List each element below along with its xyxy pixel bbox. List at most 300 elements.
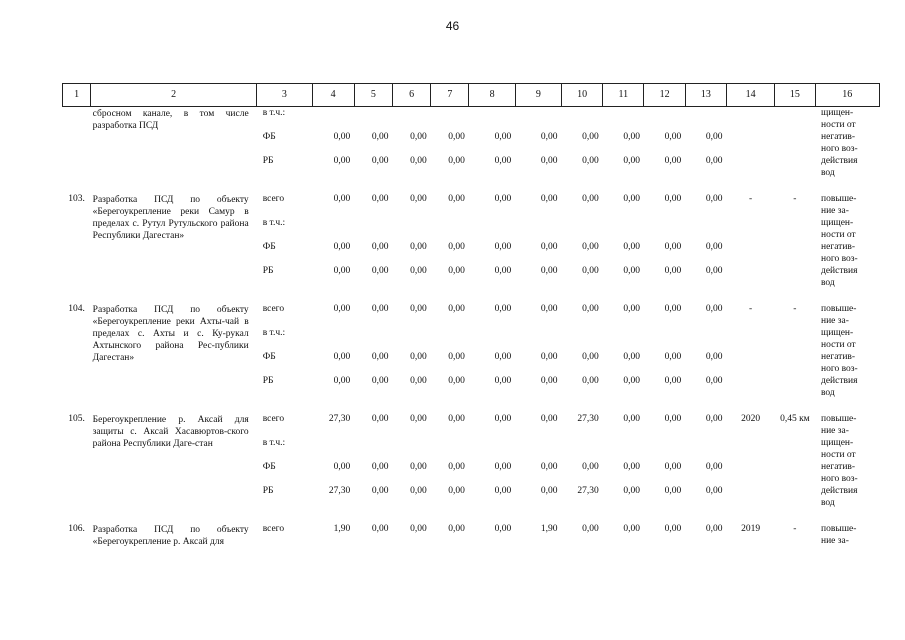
result-line: действия [821,376,858,386]
result-line: ние за- [821,206,849,216]
value-cell: 0,00 [448,462,465,472]
value-cell: 0,00 [582,194,599,204]
year-cell: 2019 [741,524,761,534]
table-row [63,413,880,437]
value-cell [644,437,685,461]
value-cell: 0,00 [540,304,558,314]
value-cell [775,437,815,461]
value-cell: 0,00 [494,304,512,314]
value-cell [685,217,726,241]
table-row [63,193,880,217]
year-cell [726,265,774,289]
value-cell: 0,00 [410,486,427,496]
value-cell: 0,00 [540,352,558,362]
value-cell: 0,00 [494,524,512,534]
result-line: повыше- [821,414,857,424]
row-label: в т.ч.: [262,108,286,118]
value-cell: 0,00 [664,462,682,472]
gap-cell [257,399,312,413]
value-cell: 0,00 [410,156,427,166]
value-cell: 0,00 [664,376,682,386]
value-cell: 0,00 [540,486,558,496]
gap-cell [91,289,257,303]
value-cell: 0,00 [448,352,465,362]
year-cell: 2020 [741,414,761,424]
gap-cell [392,289,430,303]
column-header-row [63,84,880,107]
result-cell [815,193,880,289]
row-name: Разработка ПСД по объекту «Берегоукрепление реки Ахты-чай в пределах с. Ахты и с. Ку-рукал Ахтынского района Рес-публики Дагестан» [92,305,249,363]
gap-cell [312,509,354,523]
length-cell [775,131,815,155]
column-header: 8 [469,84,515,107]
result-line: вод [821,168,835,178]
column-header: 2 [91,84,257,107]
column-header: 15 [775,84,815,107]
value-cell: 0,00 [333,462,351,472]
gap-cell [726,179,774,193]
column-header: 4 [312,84,354,107]
value-cell: 0,00 [582,132,599,142]
gap-cell [644,509,685,523]
gap-cell [63,399,91,413]
value-cell: 0,00 [448,376,465,386]
value-cell [392,327,430,351]
gap-cell [644,399,685,413]
value-cell: 0,00 [494,414,512,424]
value-cell: 0,00 [664,242,682,252]
length-cell [775,375,815,399]
length-cell [775,241,815,265]
column-header: 13 [685,84,726,107]
row-label: РБ [262,376,274,386]
value-cell: 0,00 [494,156,512,166]
value-cell [515,217,561,241]
value-cell [515,107,561,132]
value-cell: 0,00 [540,242,558,252]
gap-cell [775,289,815,303]
value-cell: 0,00 [371,524,389,534]
value-cell: 0,00 [448,486,465,496]
value-cell [775,217,815,241]
year-cell [726,351,774,375]
value-cell [775,107,815,132]
value-cell: 0,00 [582,376,599,386]
value-cell: 0,00 [705,132,723,142]
value-cell: 0,00 [410,242,427,252]
gap-cell [685,179,726,193]
value-cell: 0,00 [705,352,723,362]
value-cell: 0,00 [540,266,558,276]
value-cell: 0,00 [494,242,512,252]
value-cell: 0,00 [410,462,427,472]
gap-cell [775,179,815,193]
result-line: негатив- [821,242,856,252]
result-line: ние за- [821,316,849,326]
table-row [63,107,880,132]
result-line: ности от [821,340,856,350]
gap-cell [257,509,312,523]
result-line: ного воз- [821,144,858,154]
value-cell: 0,00 [494,352,512,362]
value-cell: 0,00 [494,194,512,204]
value-cell: 0,00 [623,524,640,534]
year-cell: - [749,194,753,204]
gap-cell [685,509,726,523]
gap-cell [603,399,644,413]
year-cell [726,131,774,155]
value-cell: 0,00 [371,194,389,204]
table-row [63,303,880,327]
gap-cell [63,179,91,193]
column-header: 11 [603,84,644,107]
page-number: 46 [445,19,460,33]
row-label: всего [262,194,285,204]
value-cell: 0,00 [705,194,723,204]
length-cell [775,265,815,289]
gap-cell [644,289,685,303]
value-cell: 0,00 [448,414,465,424]
value-cell: 0,00 [540,462,558,472]
value-cell [469,107,515,132]
value-cell: 0,00 [705,462,723,472]
column-header: 16 [815,84,880,107]
value-cell: 0,00 [448,524,465,534]
gap-cell [815,289,880,303]
value-cell: 0,00 [371,376,389,386]
column-header: 9 [515,84,561,107]
value-cell: 0,00 [623,352,640,362]
gap-cell [63,289,91,303]
value-cell [354,217,392,241]
row-number [63,155,91,179]
value-cell: 0,00 [705,266,723,276]
value-cell: 0,00 [333,266,351,276]
value-cell [431,107,469,132]
result-line: ние за- [821,426,849,436]
value-cell: 0,00 [448,242,465,252]
gap-cell [431,509,469,523]
gap-cell [561,509,602,523]
row-label: ФБ [262,352,276,362]
length-cell [775,351,815,375]
value-cell [644,107,685,132]
gap-cell [469,399,515,413]
value-cell: 0,00 [448,194,465,204]
gap-cell [431,289,469,303]
value-cell: 0,00 [582,242,599,252]
value-cell [561,107,602,132]
value-cell [726,327,774,351]
value-cell [392,437,430,461]
value-cell: 0,00 [494,462,512,472]
value-cell: 0,00 [582,524,599,534]
value-cell: 27,30 [328,486,351,496]
year-cell [726,485,774,509]
result-line: повыше- [821,524,857,534]
value-cell [603,437,644,461]
value-cell: 1,90 [540,524,558,534]
gap-cell [469,509,515,523]
value-cell: 0,00 [333,194,351,204]
value-cell: 27,30 [577,414,599,424]
gap-cell [354,399,392,413]
gap-cell [257,179,312,193]
row-name: сбросном канале, в том числе разработка ПСД [92,109,249,131]
value-cell: 0,00 [705,524,723,534]
value-cell: 0,00 [410,304,427,314]
row-name: Берегоукрепление р. Аксай для защиты с. Аксай Хасавюртов-ского района Республики Даге-стан [92,415,249,449]
value-cell: 0,00 [540,194,558,204]
gap-cell [91,399,257,413]
value-cell: 0,00 [410,194,427,204]
value-cell [561,327,602,351]
value-cell: 0,00 [410,266,427,276]
value-cell: 0,00 [371,266,389,276]
result-line: ние за- [821,536,849,546]
value-cell: 0,00 [494,266,512,276]
value-cell: 0,00 [582,266,599,276]
length-cell [775,485,815,509]
row-label: в т.ч.: [262,218,286,228]
value-cell: 0,00 [705,376,723,386]
value-cell: 0,00 [371,486,389,496]
gap-cell [354,289,392,303]
row-name: Разработка ПСД по объекту «Берегоукрепление реки Самур в пределах с. Рутул Рутульского района Республики Дагестан» [92,195,249,241]
column-header: 6 [392,84,430,107]
result-line: вод [821,278,835,288]
value-cell [312,107,354,132]
gap-cell [91,509,257,523]
value-cell: 0,00 [664,194,682,204]
value-cell [603,107,644,132]
gap-cell [354,509,392,523]
program-table [62,83,880,548]
row-label: РБ [262,486,274,496]
row-label: РБ [262,266,274,276]
value-cell: 0,00 [371,132,389,142]
value-cell: 0,00 [582,156,599,166]
value-cell: 0,00 [410,132,427,142]
row-gap [63,179,880,193]
value-cell: 0,00 [664,304,682,314]
value-cell: 0,00 [623,462,640,472]
value-cell: 0,00 [333,304,351,314]
result-line: действия [821,266,858,276]
result-line: щищен- [821,328,854,338]
row-label: ФБ [262,132,276,142]
result-line: действия [821,156,858,166]
gap-cell [561,399,602,413]
value-cell [431,327,469,351]
value-cell [515,327,561,351]
value-cell [603,217,644,241]
gap-cell [354,179,392,193]
result-cell [815,413,880,509]
gap-cell [469,289,515,303]
value-cell [354,437,392,461]
result-line: негатив- [821,132,856,142]
value-cell: 0,00 [540,414,558,424]
gap-cell [685,399,726,413]
year-cell: - [749,304,753,314]
gap-cell [431,179,469,193]
value-cell [469,327,515,351]
row-label: всего [262,524,285,534]
table-body [63,107,880,549]
value-cell: 0,00 [664,414,682,424]
gap-cell [392,399,430,413]
result-line: повыше- [821,304,857,314]
gap-cell [603,289,644,303]
value-cell: 0,00 [540,156,558,166]
gap-cell [515,179,561,193]
result-line: щищен- [821,218,854,228]
length-cell: 0,45 км [780,414,810,424]
result-line: ного воз- [821,364,858,374]
value-cell: 0,00 [540,132,558,142]
gap-cell [726,509,774,523]
gap-cell [515,289,561,303]
result-line: вод [821,388,835,398]
value-cell: 0,00 [333,352,351,362]
value-cell: 0,00 [333,376,351,386]
column-header: 10 [561,84,602,107]
result-cell [815,303,880,399]
value-cell: 0,00 [623,156,640,166]
value-cell [312,217,354,241]
gap-cell [392,509,430,523]
value-cell: 0,00 [664,266,682,276]
row-number: 104. [68,304,85,314]
value-cell: 0,00 [410,414,427,424]
value-cell [354,107,392,132]
value-cell [515,437,561,461]
gap-cell [775,509,815,523]
result-line: щищен- [821,438,854,448]
column-header: 5 [354,84,392,107]
value-cell: 1,90 [333,524,351,534]
value-cell: 0,00 [664,132,682,142]
value-cell: 0,00 [705,486,723,496]
value-cell: 0,00 [582,304,599,314]
year-cell [726,375,774,399]
column-header: 14 [726,84,774,107]
length-cell: - [793,304,797,314]
value-cell: 0,00 [705,156,723,166]
gap-cell [469,179,515,193]
gap-cell [726,399,774,413]
value-cell: 0,00 [333,132,351,142]
gap-cell [815,399,880,413]
length-cell [775,461,815,485]
gap-cell [561,289,602,303]
value-cell: 0,00 [540,376,558,386]
value-cell: 0,00 [448,266,465,276]
value-cell: 0,00 [623,486,640,496]
value-cell [469,437,515,461]
result-line: ного воз- [821,474,858,484]
gap-cell [257,289,312,303]
value-cell [685,327,726,351]
result-line: негатив- [821,462,856,472]
gap-cell [312,289,354,303]
year-cell [726,155,774,179]
row-number: 105. [68,414,85,424]
value-cell: 0,00 [448,156,465,166]
gap-cell [603,179,644,193]
result-line: ного воз- [821,254,858,264]
value-cell [644,217,685,241]
result-line: ности от [821,450,856,460]
value-cell [469,217,515,241]
value-cell [603,327,644,351]
column-header: 7 [431,84,469,107]
value-cell: 0,00 [623,414,640,424]
result-line: негатив- [821,352,856,362]
value-cell: 0,00 [623,266,640,276]
length-cell [775,155,815,179]
row-gap [63,399,880,413]
value-cell: 0,00 [582,462,599,472]
column-header: 1 [63,84,91,107]
value-cell [726,437,774,461]
gap-cell [392,179,430,193]
result-line: действия [821,486,858,496]
value-cell [685,437,726,461]
value-cell: 0,00 [623,194,640,204]
gap-cell [685,289,726,303]
value-cell [312,437,354,461]
gap-cell [603,509,644,523]
gap-cell [515,509,561,523]
gap-cell [431,399,469,413]
result-line: вод [821,498,835,508]
value-cell: 0,00 [333,242,351,252]
value-cell: 0,00 [494,376,512,386]
result-cell [815,523,880,548]
row-number [63,131,91,155]
value-cell [644,327,685,351]
gap-cell [726,289,774,303]
row-label: РБ [262,156,274,166]
row-gap [63,289,880,303]
result-line: ности от [821,230,856,240]
value-cell: 0,00 [371,414,389,424]
value-cell [431,437,469,461]
value-cell: 0,00 [582,352,599,362]
gap-cell [312,399,354,413]
row-number: 103. [68,194,85,204]
value-cell: 0,00 [410,376,427,386]
value-cell: 0,00 [623,242,640,252]
value-cell [726,217,774,241]
value-cell [354,327,392,351]
value-cell: 0,00 [623,376,640,386]
value-cell: 0,00 [664,352,682,362]
row-label: ФБ [262,242,276,252]
value-cell [431,217,469,241]
gap-cell [815,509,880,523]
year-cell [726,241,774,265]
value-cell [392,217,430,241]
gap-cell [515,399,561,413]
row-label: всего [262,414,285,424]
value-cell: 0,00 [664,486,682,496]
result-line: ности от [821,120,856,130]
row-number: 106. [68,524,85,534]
value-cell [561,217,602,241]
